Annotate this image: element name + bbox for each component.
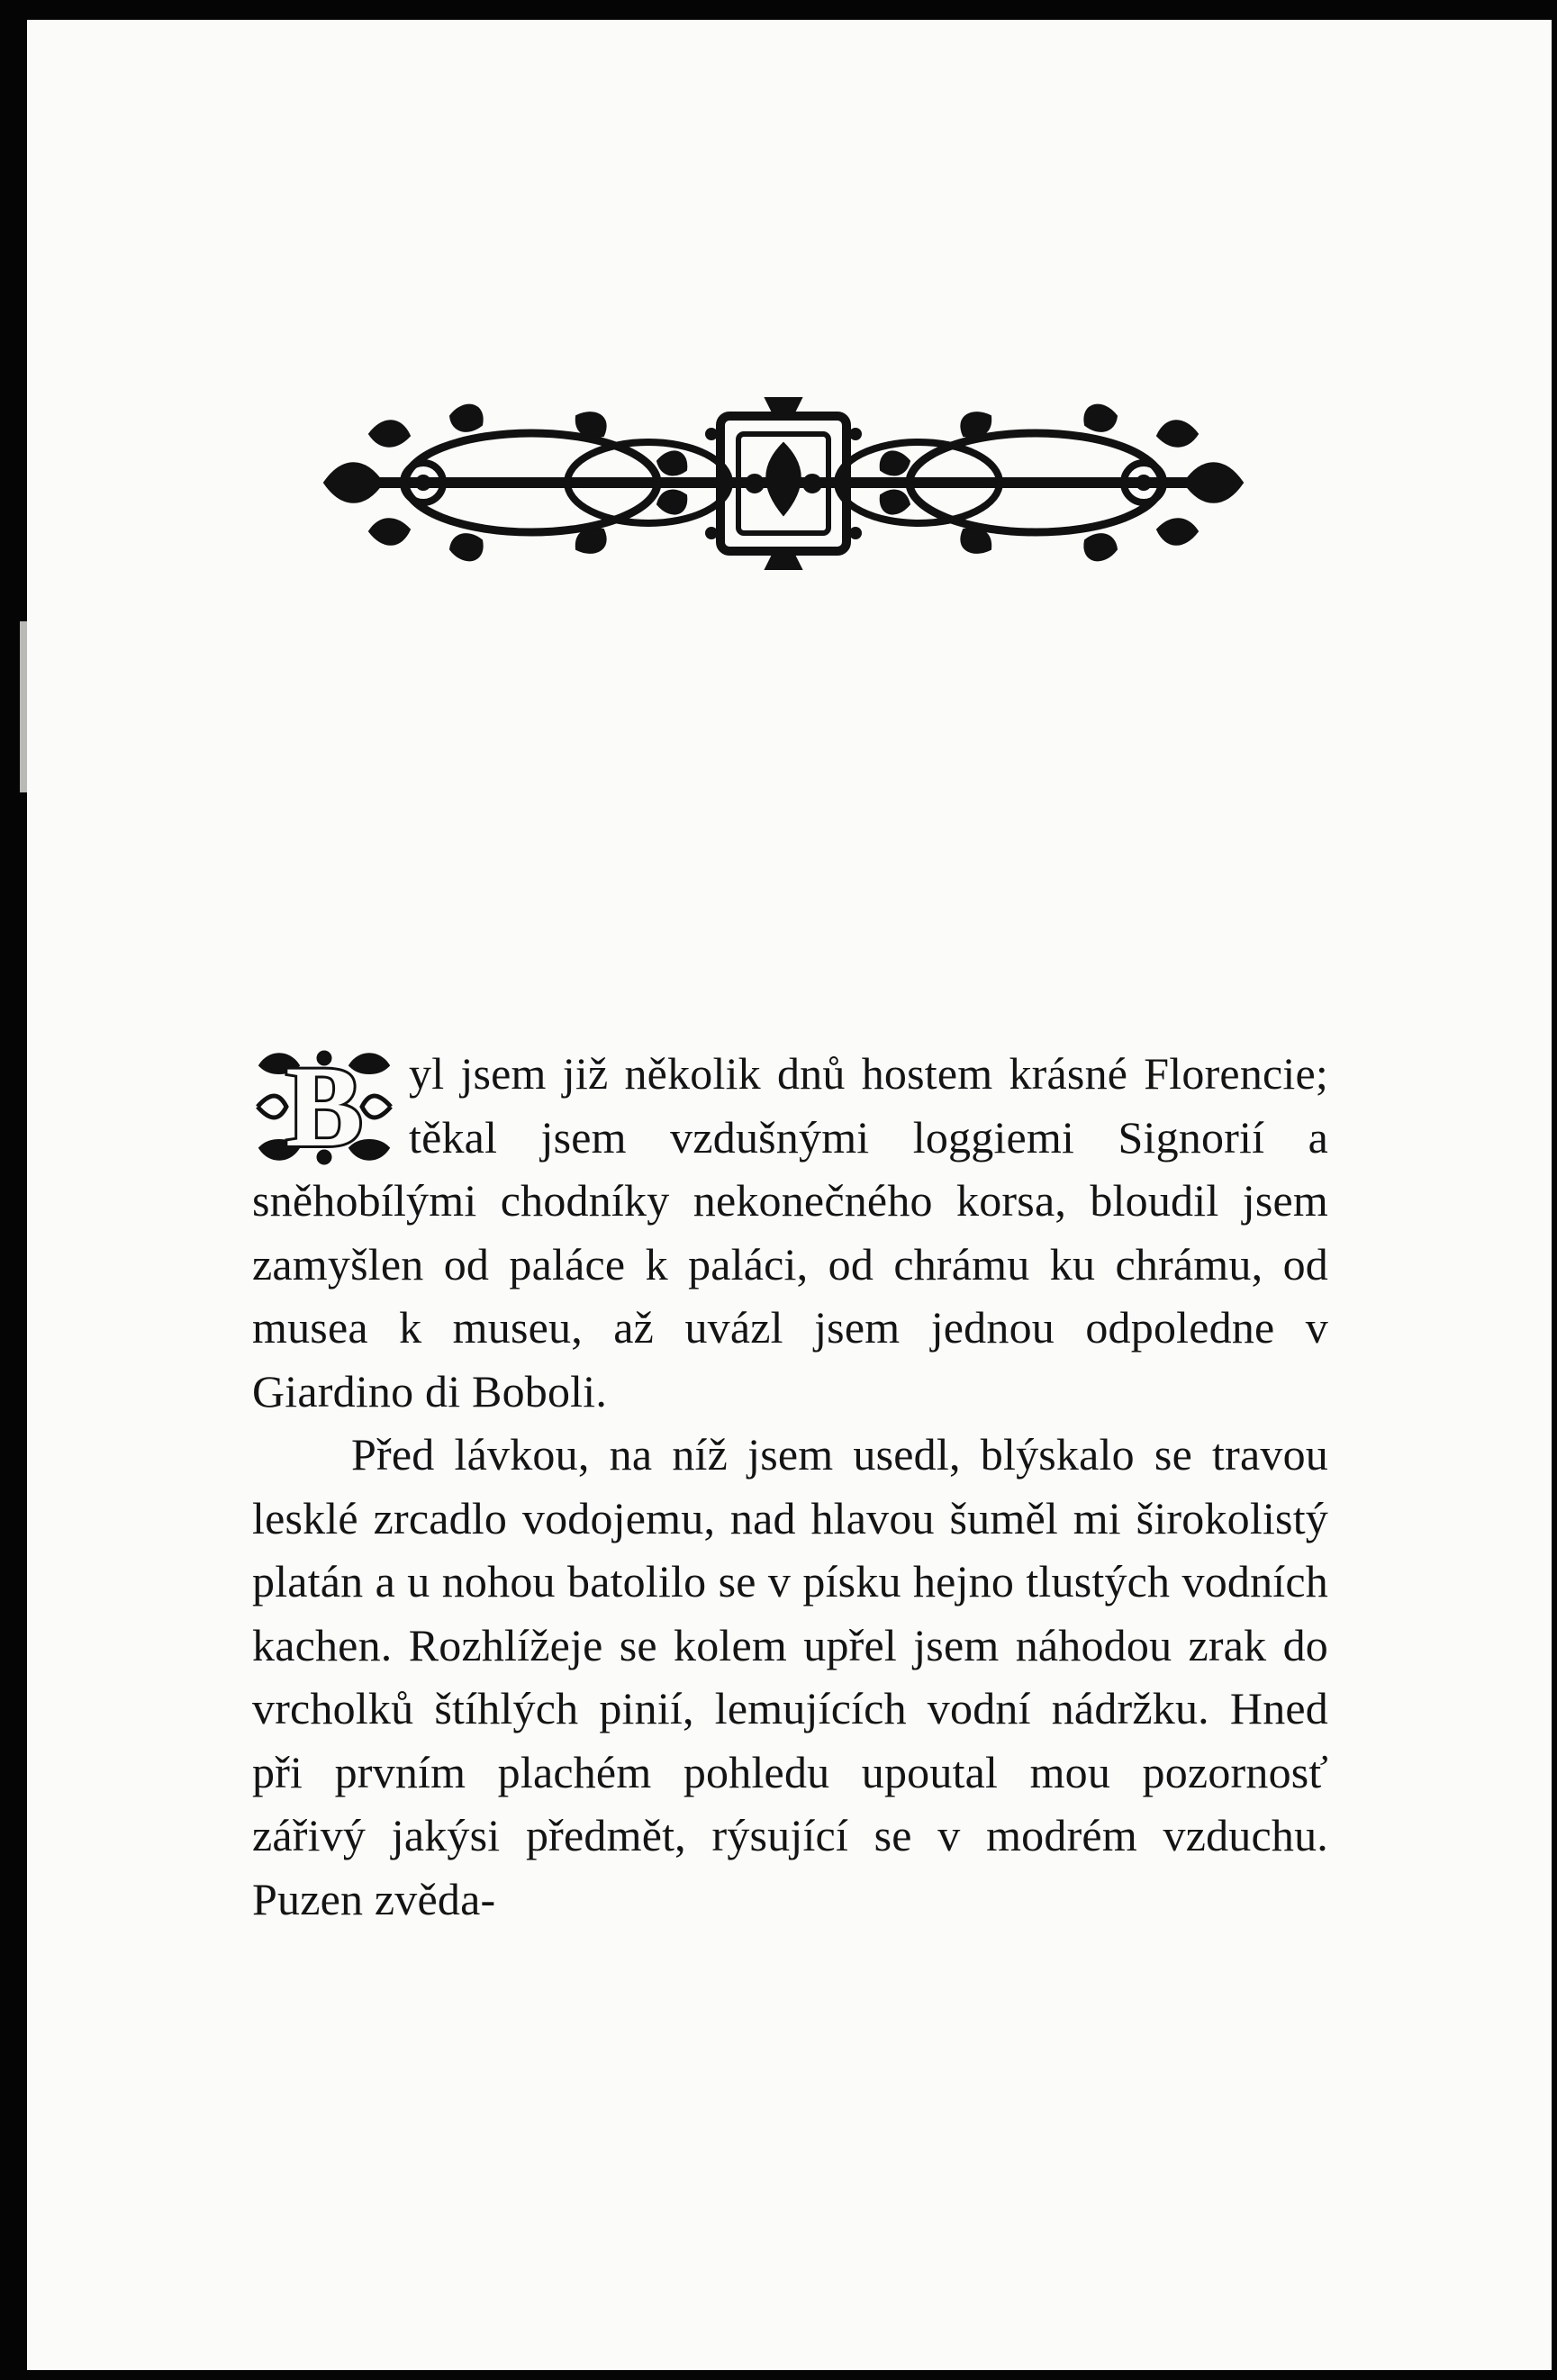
page-edge bbox=[20, 621, 27, 792]
floral-ornament-icon bbox=[315, 380, 1252, 587]
paragraph-1-text: yl jsem již několik dnů hostem krásné Florencie; těkal jsem vzdušnými loggiemi Signorií a sněhobílými chodníky nekonečného korsa, bloudil jsem zamyšlen od paláce k paláci, od chrámu ku chrámu, od musea k museu, až uvázl jsem jednou odpoledne v Giardino di Boboli. bbox=[252, 1048, 1328, 1416]
drop-cap-letter: B bbox=[285, 1043, 363, 1171]
body-text bbox=[252, 1042, 1328, 1931]
paragraph-2: Před lávkou, na níž jsem usedl, blýskalo se travou lesklé zrcadlo vodojemu, nad hlavou šuměl mi širokolistý platán a u nohou batolilo se v písku hejno tlustých vodních kachen. Rozhlížeje se kolem upřel jsem náhodou zrak do vrcholků štíhlých pinií, lemujících vodní nádržku. Hned při prvním plachém pohledu upoutal mou pozornosť zářivý jakýsi předmět, rýsující se v modrém vzduchu. Puzen zvěda- bbox=[252, 1429, 1328, 1924]
book-page bbox=[27, 20, 1552, 2370]
decorated-initial-icon bbox=[252, 1043, 396, 1171]
paragraph-1 bbox=[252, 1042, 1328, 1423]
